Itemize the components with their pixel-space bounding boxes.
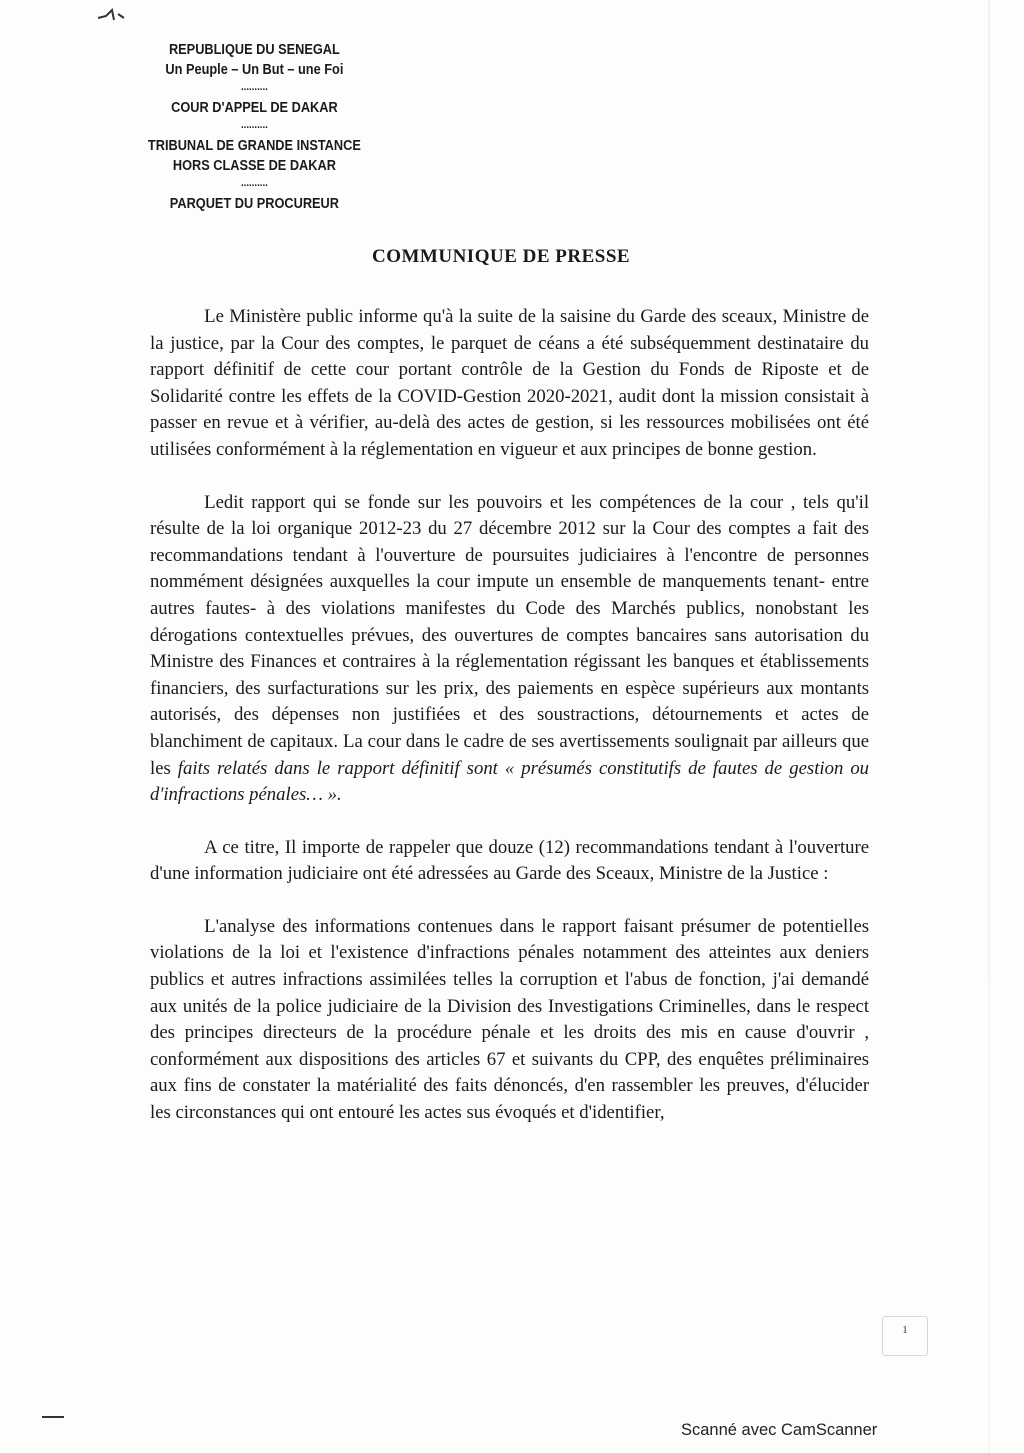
paragraph-2-quote: faits relatés dans le rapport définitif sont « présumés constitutifs de fautes de gestion ou d'infractions pénales… ». xyxy=(150,757,870,806)
court-name: COUR D'APPEL DE DAKAR xyxy=(171,100,338,116)
separator-dots: .......... xyxy=(240,119,268,131)
page-number: 1 xyxy=(882,1316,928,1356)
parquet-name: PARQUET DU PROCUREUR xyxy=(169,196,340,212)
separator-dots: .......... xyxy=(240,177,268,189)
document-title: COMMUNIQUE DE PRESSE xyxy=(372,246,631,267)
paragraph-2 xyxy=(150,490,869,809)
document-body xyxy=(150,304,869,1153)
paragraph-1: Le Ministère public informe qu'à la suite de la saisine du Garde des sceaux, Ministre de la justice, par la Cour des comptes, le parquet de céans a été subséquemment destinataire du rapport définitif de cette cour portant contrôle de la Gestion du Fonds de Riposte et de Solidarité contre les effets de la COVID-Gestion 2020-2021, audit dont la mission consistait à passer en revue et à vérifier, au-delà des actes de gestion, si les ressources mobilisées ont été utilisées conformément à la réglementation en vigueur et aux principes de bonne gestion. xyxy=(150,306,870,460)
letterhead xyxy=(140,40,369,214)
separator-dots: .......... xyxy=(240,81,268,93)
country-name: REPUBLIQUE DU SENEGAL xyxy=(168,42,340,58)
tribunal-name-line2: HORS CLASSE DE DAKAR xyxy=(172,158,336,174)
footer-mark xyxy=(42,1416,64,1418)
scan-artifact-icon xyxy=(96,6,132,26)
paragraph-2-text: Ledit rapport qui se fonde sur les pouvoirs et les compétences de la cour , tels qu'il résulte de la loi organique 2012-23 du 27 décembre 2012 sur la Cour des comptes a fait des recommandations tendant à l'ouverture de poursuites judiciaires à l'encontre de personnes nommément désignées auxquelles la cour impute un ensemble de manquements tenant- entre autres fautes- à des violations manifestes du Code des Marchés publics, nonobstant les dérogations contextuelles prévues, des ouvertures de comptes bancaires sans autorisation du Ministre des Finances et contraires à la réglementation régissant les banques et établissements financiers, des surfacturations sur les prix, des paiements en espèce supérieurs aux montants autorisés, des dépenses non justifiées et des soustractions, détournements et actes de blanchiment de capitaux. La cour dans le cadre de ses avertissements soulignait par ailleurs que les xyxy=(150,491,870,779)
paragraph-3: A ce titre, Il importe de rappeler que douze (12) recommandations tendant à l'ouverture d'une information judiciaire ont été adressées au Garde des Sceaux, Ministre de la Justice : xyxy=(150,836,870,885)
page-edge xyxy=(988,0,990,1453)
tribunal-name-line1: TRIBUNAL DE GRANDE INSTANCE xyxy=(147,138,361,154)
camscanner-watermark: Scanné avec CamScanner xyxy=(681,1421,878,1439)
paragraph-4: L'analyse des informations contenues dans le rapport faisant présumer de potentielles violations de la loi et l'existence d'infractions pénales notamment des atteintes aux deniers publics et autres infractions assimilées telles la corruption et l'abus de fonction, j'ai demandé aux unités de la police judiciaire de la Division des Investigations Criminelles, dans le respect des principes directeurs de la procédure pénale et les droits des mis en cause d'ouvrir , conformément aux dispositions des articles 67 et suivants du CPP, des enquêtes préliminaires aux fins de constater la matérialité des faits dénoncés, d'en rassembler les preuves, d'élucider les circonstances qui ont entouré les actes sus évoqués et d'identifier, xyxy=(150,915,870,1124)
national-motto: Un Peuple – Un But – une Foi xyxy=(165,62,344,78)
